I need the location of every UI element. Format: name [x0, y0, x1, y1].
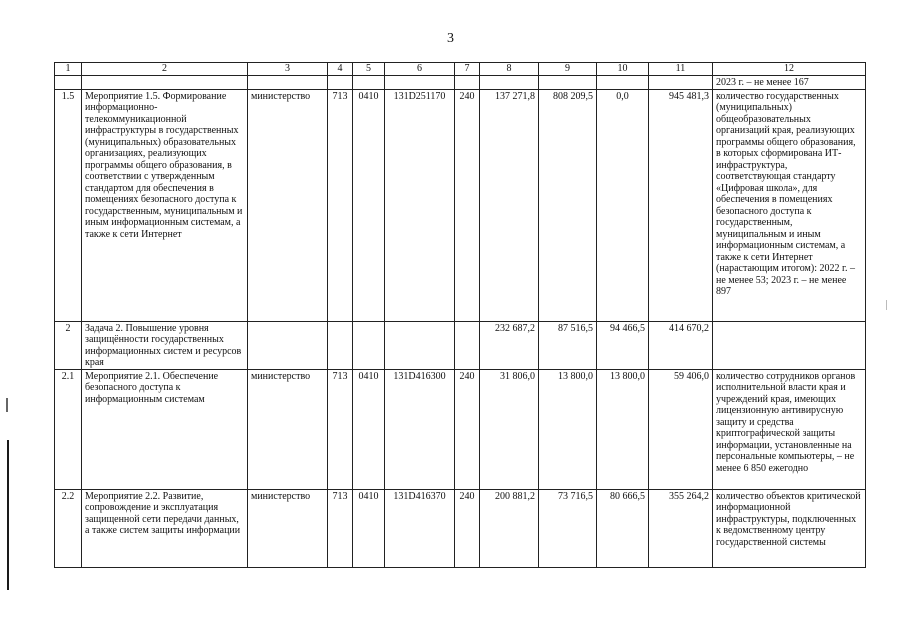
amount-total: 945 481,3 — [649, 89, 713, 321]
activity-name: Мероприятие 2.2. Развитие, сопровождение и эксплуатация защищенной сети передачи данных, а также систем защиты информации — [82, 489, 248, 567]
amount-col9: 87 516,5 — [539, 321, 597, 369]
code-ministry: 713 — [328, 369, 353, 489]
indicator-text: количество государственных (муниципальных) общеобразовательных организаций края, реализующих программы общего образования, в которых сформирована ИТ-инфраструктура, соответствующая стандарту «Цифровая школа», для обеспечения в помещениях безопасного доступа к государственным, муниципальным и иным информационным системам, а также к сети Интернет (нарастающим итогом): 2022 г. – не менее 53; 2023 г. – не менее 897 — [713, 89, 866, 321]
code-ministry: 713 — [328, 489, 353, 567]
amount-col8: 200 881,2 — [480, 489, 539, 567]
table-row — [55, 321, 866, 369]
code-expense-type: 240 — [455, 369, 480, 489]
task-name: Задача 2. Повышение уровня защищённости государственных информационных систем и ресурсов края — [82, 321, 248, 369]
header-cell: 9 — [539, 63, 597, 76]
header-cell: 2 — [82, 63, 248, 76]
table-row — [55, 489, 866, 567]
code-target: 131D251170 — [385, 89, 455, 321]
continuation-note: 2023 г. – не менее 167 — [713, 76, 866, 90]
row-number: 1.5 — [55, 89, 82, 321]
header-cell: 3 — [248, 63, 328, 76]
row-number: 2 — [55, 321, 82, 369]
code-ministry: 713 — [328, 89, 353, 321]
header-cell: 11 — [649, 63, 713, 76]
page-number: 3 — [447, 31, 454, 46]
scan-edge-mark — [6, 398, 8, 412]
indicator-text: количество сотрудников органов исполнительной власти края и учреждений края, имеющих лицензионную антивирусную защиту и средства криптографической защиты информации, установленные на персональные компьютеры, – не менее 6 850 ежегодно — [713, 369, 866, 489]
amount-col8: 137 271,8 — [480, 89, 539, 321]
code-section: 0410 — [353, 89, 385, 321]
amount-total: 59 406,0 — [649, 369, 713, 489]
code-expense-type: 240 — [455, 489, 480, 567]
table-row — [55, 89, 866, 321]
scan-speck — [886, 300, 887, 310]
table-row — [55, 369, 866, 489]
program-activities-table — [54, 62, 866, 568]
amount-col8: 232 687,2 — [480, 321, 539, 369]
amount-total: 355 264,2 — [649, 489, 713, 567]
amount-col9: 13 800,0 — [539, 369, 597, 489]
amount-col10: 80 666,5 — [597, 489, 649, 567]
activity-name: Мероприятие 2.1. Обеспечение безопасного доступа к информационным системам — [82, 369, 248, 489]
code-expense-type: 240 — [455, 89, 480, 321]
executor: министерство — [248, 89, 328, 321]
header-cell: 8 — [480, 63, 539, 76]
amount-col9: 73 716,5 — [539, 489, 597, 567]
amount-col10: 13 800,0 — [597, 369, 649, 489]
executor: министерство — [248, 369, 328, 489]
continuation-row — [55, 76, 866, 90]
header-cell: 7 — [455, 63, 480, 76]
header-cell: 4 — [328, 63, 353, 76]
header-cell: 1 — [55, 63, 82, 76]
executor — [248, 321, 328, 369]
row-number: 2.1 — [55, 369, 82, 489]
code-target — [385, 321, 455, 369]
amount-total: 414 670,2 — [649, 321, 713, 369]
scan-edge-bar — [7, 440, 9, 590]
row-number: 2.2 — [55, 489, 82, 567]
amount-col8: 31 806,0 — [480, 369, 539, 489]
activity-name: Мероприятие 1.5. Формирование информационно-телекоммуникационной инфраструктуры в государственных (муниципальных) образовательных организациях, реализующих программы общего образования, в соответствии с утвержденным стандартом для обеспечения в помещениях безопасного доступа к государственным, муниципальным и иным информационным системам, а также к сети Интернет — [82, 89, 248, 321]
header-cell: 10 — [597, 63, 649, 76]
header-cell: 5 — [353, 63, 385, 76]
header-cell: 6 — [385, 63, 455, 76]
indicator-text: количество объектов критической информационной инфраструктуры, подключенных к ведомственному центру государственной системы — [713, 489, 866, 567]
code-section: 0410 — [353, 369, 385, 489]
amount-col9: 808 209,5 — [539, 89, 597, 321]
executor: министерство — [248, 489, 328, 567]
amount-col10: 94 466,5 — [597, 321, 649, 369]
header-cell: 12 — [713, 63, 866, 76]
code-expense-type — [455, 321, 480, 369]
code-target: 131D416370 — [385, 489, 455, 567]
code-section — [353, 321, 385, 369]
indicator-text — [713, 321, 866, 369]
code-section: 0410 — [353, 489, 385, 567]
code-ministry — [328, 321, 353, 369]
amount-col10: 0,0 — [597, 89, 649, 321]
column-number-row — [55, 63, 866, 76]
code-target: 131D416300 — [385, 369, 455, 489]
